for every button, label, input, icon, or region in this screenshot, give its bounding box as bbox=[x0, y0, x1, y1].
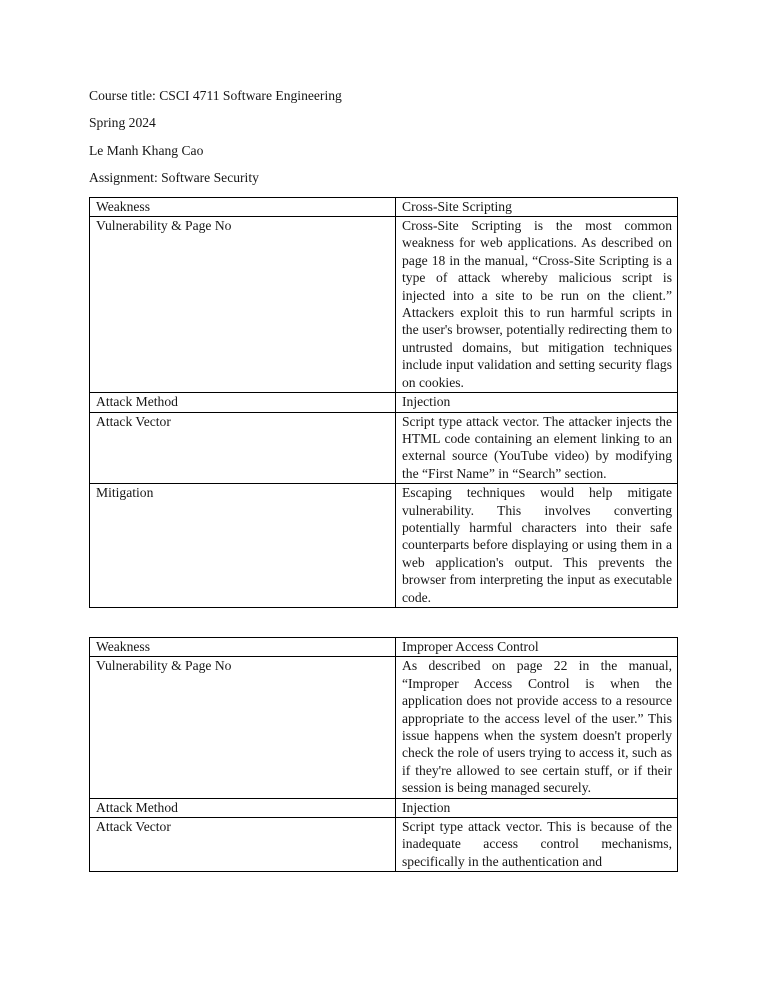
row-label-attack-vector: Attack Vector bbox=[90, 818, 396, 872]
row-value-attack-vector: Script type attack vector. The attacker injects the HTML code containing an element linking to an external source (YouTube video) by modifying the “First Name” in “Search” section. bbox=[396, 412, 678, 484]
table-row bbox=[90, 412, 678, 484]
table-row bbox=[90, 484, 678, 608]
row-label-attack-vector: Attack Vector bbox=[90, 412, 396, 484]
table-row bbox=[90, 657, 678, 798]
row-value-mitigation: Escaping techniques would help mitigate vulnerability. This involves converting potentially harmful characters into their safe counterparts before displaying or using them in a web application's output. This prevents the browser from interpreting the input as executable code. bbox=[396, 484, 678, 608]
row-label-mitigation: Mitigation bbox=[90, 484, 396, 608]
row-label-attack-method: Attack Method bbox=[90, 393, 396, 412]
row-value-weakness: Cross-Site Scripting bbox=[396, 197, 678, 216]
weakness-table-xss bbox=[89, 197, 678, 608]
assignment-line: Assignment: Software Security bbox=[89, 170, 259, 186]
row-value-attack-method: Injection bbox=[396, 798, 678, 817]
row-label-weakness: Weakness bbox=[90, 197, 396, 216]
table-row bbox=[90, 393, 678, 412]
table-row bbox=[90, 818, 678, 872]
row-value-weakness: Improper Access Control bbox=[396, 637, 678, 656]
document-header bbox=[89, 87, 679, 187]
row-label-vulnerability: Vulnerability & Page No bbox=[90, 217, 396, 393]
author-line: Le Manh Khang Cao bbox=[89, 142, 204, 158]
table-row bbox=[90, 637, 678, 656]
row-value-vulnerability: As described on page 22 in the manual, “Improper Access Control is when the application does not provide access to a resource appropriate to the access level of the user.” This issue happens when the system doesn't properly check the role of users trying to access it, such as if they're allowed to see certain stuff, or if their session is being managed securely. bbox=[396, 657, 678, 798]
table-row bbox=[90, 217, 678, 393]
row-value-attack-vector: Script type attack vector. This is because of the inadequate access control mechanisms, specifically in the authentication and bbox=[396, 818, 678, 872]
term-line: Spring 2024 bbox=[89, 115, 156, 131]
row-label-weakness: Weakness bbox=[90, 637, 396, 656]
row-label-attack-method: Attack Method bbox=[90, 798, 396, 817]
row-value-vulnerability: Cross-Site Scripting is the most common weakness for web applications. As described on page 18 in the manual, “Cross-Site Scripting is a type of attack whereby malicious script is injected into a site to be run on the client.” Attackers exploit this to run harmful scripts in the user's browser, potentially redirecting them to untrusted domains, but mitigation techniques include input validation and setting security flags on cookies. bbox=[396, 217, 678, 393]
course-title-line: Course title: CSCI 4711 Software Engineering bbox=[89, 88, 342, 103]
table-row bbox=[90, 197, 678, 216]
row-value-attack-method: Injection bbox=[396, 393, 678, 412]
weakness-table-access-control bbox=[89, 637, 678, 872]
row-label-vulnerability: Vulnerability & Page No bbox=[90, 657, 396, 798]
table-row bbox=[90, 798, 678, 817]
